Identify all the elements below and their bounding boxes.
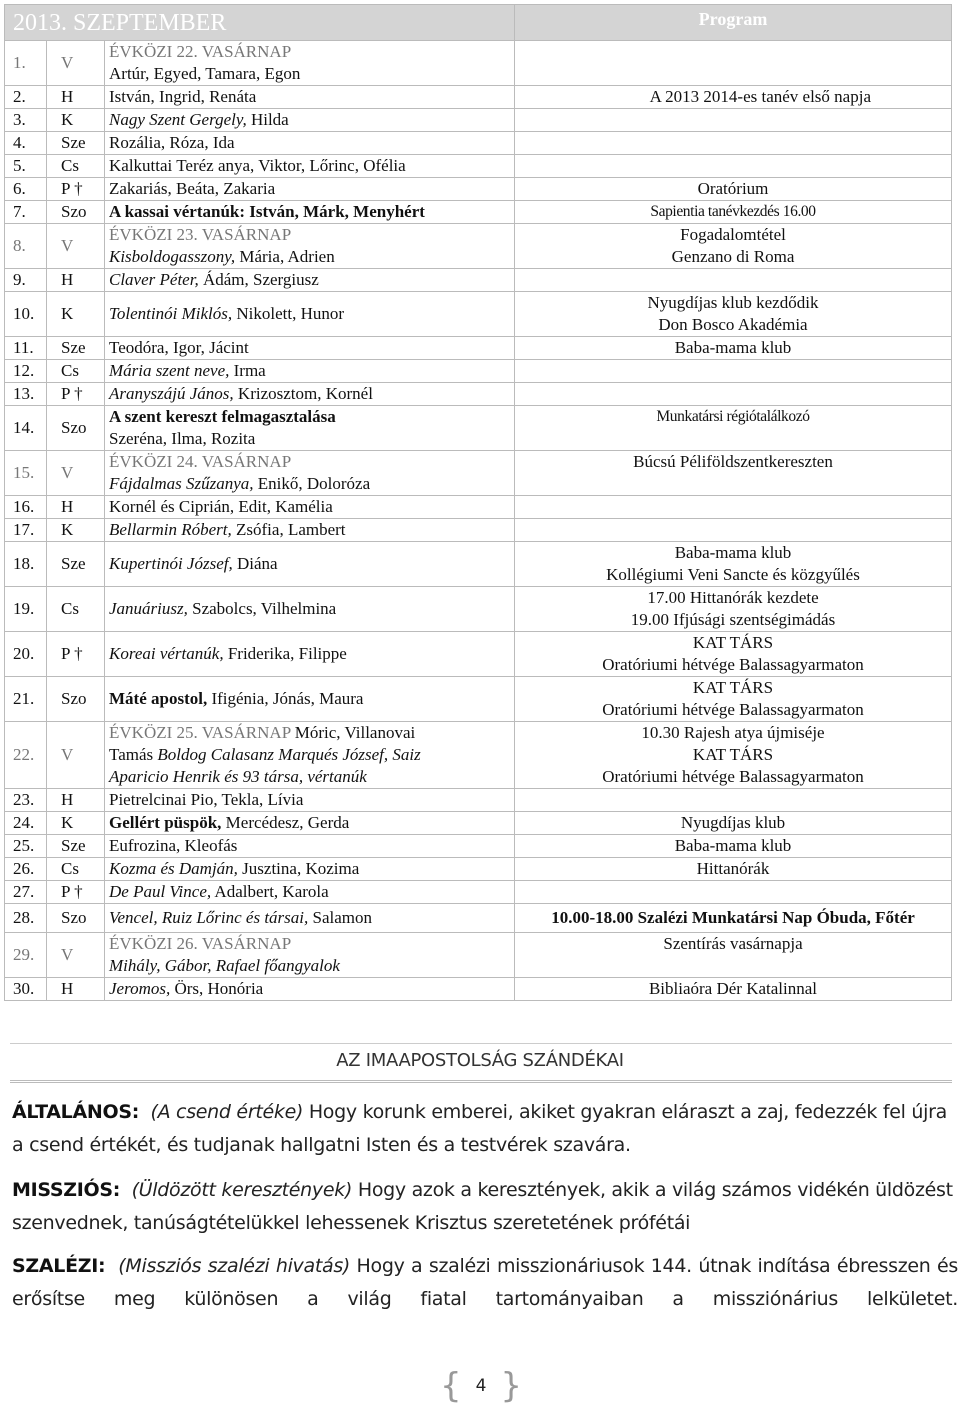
program-cell — [515, 132, 952, 155]
table-row — [5, 677, 952, 722]
program-cell — [515, 292, 952, 337]
program-text: Oratóriumi hétvége Balassagyarmaton — [602, 700, 864, 719]
intention-theme: (A csend értéke) — [150, 1101, 304, 1123]
month-title: 2013. SZEPTEMBER — [5, 5, 515, 41]
weekday: V — [47, 41, 105, 86]
table-row — [5, 632, 952, 677]
feast-name: Fájdalmas Szűzanya, — [109, 474, 254, 493]
page-number-box — [440, 1366, 522, 1406]
program-cell — [515, 155, 952, 178]
saint-names: Jusztina, Kozima — [237, 859, 360, 878]
feast-name: Mihály, Gábor, Rafael főangyalok — [109, 956, 340, 975]
intention-text: Hogy azok a keresztények, akik a világ számos vidékén üldözést szenvednek, tanúságtételükkel lehessenek Krisztus szeretetének prófétái — [12, 1179, 953, 1234]
calendar-header — [5, 5, 952, 41]
program-text: Oratóriumi hétvége Balassagyarmaton — [602, 655, 864, 674]
program-text: Nyugdíjas klub — [680, 813, 786, 832]
feast-name: Gellért püspök, — [109, 813, 222, 832]
weekday: Sze — [47, 132, 105, 155]
program-cell — [515, 360, 952, 383]
program-cell — [515, 109, 952, 132]
program-cell — [515, 201, 952, 224]
name-day-cell — [105, 41, 515, 86]
day-number: 4. — [5, 132, 47, 155]
weekday: H — [47, 978, 105, 1001]
day-number: 26. — [5, 858, 47, 881]
program-cell — [515, 496, 952, 519]
table-row — [5, 269, 952, 292]
program-cell — [515, 406, 952, 451]
name-day-cell — [105, 542, 515, 587]
day-number: 16. — [5, 496, 47, 519]
program-cell — [515, 881, 952, 904]
saint-names: Friderika, Filippe — [223, 644, 347, 663]
day-number: 8. — [5, 224, 47, 269]
feast-name: Jeromos, — [109, 979, 171, 998]
day-number: 28. — [5, 904, 47, 933]
program-cell — [515, 383, 952, 406]
table-row — [5, 542, 952, 587]
day-number: 19. — [5, 587, 47, 632]
program-cell — [515, 722, 952, 789]
program-cell — [515, 519, 952, 542]
program-text: KAT TÁRS — [692, 633, 774, 652]
saint-names: Eufrozina, Kleofás — [109, 836, 238, 855]
table-row — [5, 519, 952, 542]
feast-name: Claver Péter, — [109, 270, 199, 289]
program-cell — [515, 812, 952, 835]
intention-theme: (Üldözött keresztények) — [131, 1179, 353, 1201]
saint-names: Örs, Honória — [170, 979, 264, 998]
day-number: 23. — [5, 789, 47, 812]
intention-theme: (Missziós szalézi hivatás) — [118, 1255, 351, 1277]
saint-names: Tamás — [109, 745, 158, 764]
intention-text: Hogy a szalézi misszionáriusok 144. útnak indítása ébresszen és erősítse meg különösen a világ fiatal tartományaiban a missziónárius lelkületet. — [12, 1255, 958, 1310]
saint-names: Ifigénia, Jónás, Maura — [207, 689, 364, 708]
left-brace-icon: { — [440, 1366, 462, 1406]
page-number: 4 — [475, 1376, 487, 1396]
weekday: Szo — [47, 904, 105, 933]
program-text: Hittanórák — [696, 859, 770, 878]
program-cell — [515, 789, 952, 812]
weekday: K — [47, 109, 105, 132]
sunday-title: ÉVKÖZI 26. VASÁRNAP — [109, 934, 292, 953]
feast-name: Aranyszájú János, — [109, 384, 234, 403]
program-cell — [515, 451, 952, 496]
program-header: Program — [515, 5, 952, 41]
program-text: Nyugdíjas klub kezdődik — [647, 293, 819, 312]
program-cell — [515, 904, 952, 933]
program-cell — [515, 677, 952, 722]
saint-names: Diána — [232, 554, 278, 573]
name-day-cell — [105, 360, 515, 383]
table-row — [5, 109, 952, 132]
intention-salesian — [12, 1250, 958, 1316]
weekday: K — [47, 292, 105, 337]
name-day-cell — [105, 904, 515, 933]
saint-names: Kornél és Ciprián, Edit, Kamélia — [109, 497, 333, 516]
table-row — [5, 360, 952, 383]
table-row — [5, 789, 952, 812]
name-day-cell — [105, 632, 515, 677]
feast-name: Vencel, Ruiz Lőrinc és társai, — [109, 908, 309, 927]
program-text: KAT TÁRS — [692, 745, 774, 764]
saint-names: Adalbert, Karola — [211, 882, 329, 901]
day-number: 15. — [5, 451, 47, 496]
weekday: H — [47, 86, 105, 109]
feast-name: Bellarmin Róbert, — [109, 520, 232, 539]
name-day-cell — [105, 858, 515, 881]
name-day-cell — [105, 933, 515, 978]
weekday: H — [47, 496, 105, 519]
name-day-cell — [105, 383, 515, 406]
name-day-cell — [105, 978, 515, 1001]
saint-names: Rozália, Róza, Ida — [109, 133, 235, 152]
day-number: 17. — [5, 519, 47, 542]
program-cell — [515, 269, 952, 292]
name-day-cell — [105, 224, 515, 269]
table-row — [5, 178, 952, 201]
weekday: V — [47, 933, 105, 978]
calendar-body — [5, 41, 952, 1001]
name-day-cell — [105, 881, 515, 904]
table-row — [5, 86, 952, 109]
saint-names: Pietrelcinai Pio, Tekla, Lívia — [109, 790, 304, 809]
program-text: Genzano di Roma — [671, 247, 795, 266]
feast-name: Aparicio Henrik és 93 társa, vértanúk — [109, 767, 367, 786]
program-text: A 2013 2014-es tanév első napja — [649, 87, 871, 106]
feast-name: Koreai vértanúk, — [109, 644, 224, 663]
program-text: 10.30 Rajesh atya újmiséje — [641, 723, 825, 742]
sunday-title: ÉVKÖZI 25. VASÁRNAP — [109, 723, 291, 742]
weekday: P † — [47, 178, 105, 201]
program-cell — [515, 178, 952, 201]
saint-names: Hilda — [246, 110, 289, 129]
intention-mission — [12, 1174, 958, 1240]
program-cell — [515, 978, 952, 1001]
saint-names: Nikolett, Hunor — [232, 304, 345, 323]
name-day-cell — [105, 587, 515, 632]
name-day-cell — [105, 132, 515, 155]
saint-names: Irma — [229, 361, 266, 380]
table-row — [5, 812, 952, 835]
intentions-title: AZ IMAAPOSTOLSÁG SZÁNDÉKAI — [336, 1050, 624, 1071]
program-text: Baba-mama klub — [674, 338, 792, 357]
day-number: 30. — [5, 978, 47, 1001]
feast-name: Tolentinói Miklós, — [109, 304, 233, 323]
program-cell — [515, 542, 952, 587]
program-text: Oratórium — [697, 179, 769, 198]
saint-names: Krizosztom, Kornél — [233, 384, 373, 403]
day-number: 13. — [5, 383, 47, 406]
day-number: 9. — [5, 269, 47, 292]
program-cell — [515, 835, 952, 858]
day-number: 5. — [5, 155, 47, 178]
table-row — [5, 835, 952, 858]
feast-name: Kozma és Damján, — [109, 859, 238, 878]
weekday: Sze — [47, 542, 105, 587]
table-row — [5, 858, 952, 881]
saint-names: Mercédesz, Gerda — [221, 813, 350, 832]
feast-name: Máté apostol, — [109, 689, 208, 708]
program-text: Baba-mama klub — [674, 836, 792, 855]
saint-names: Ádám, Szergiusz — [198, 270, 319, 289]
day-number: 1. — [5, 41, 47, 86]
table-row — [5, 496, 952, 519]
table-row — [5, 881, 952, 904]
day-number: 20. — [5, 632, 47, 677]
program-cell — [515, 224, 952, 269]
name-day-cell — [105, 178, 515, 201]
day-number: 10. — [5, 292, 47, 337]
saint-names: Salamon — [308, 908, 373, 927]
table-row — [5, 292, 952, 337]
weekday: K — [47, 519, 105, 542]
saint-names: Kalkuttai Teréz anya, Viktor, Lőrinc, Ofélia — [109, 156, 406, 175]
feast-name: De Paul Vince, — [109, 882, 212, 901]
feast-name: A kassai vértanúk: István, Márk, Menyhért — [109, 202, 425, 221]
table-row — [5, 41, 952, 86]
name-day-cell — [105, 519, 515, 542]
sunday-title: ÉVKÖZI 23. VASÁRNAP — [109, 225, 292, 244]
table-row — [5, 383, 952, 406]
program-text: Búcsú Péliföldszentkereszten — [633, 452, 833, 471]
program-text: Sapientia tanévkezdés 16.00 — [650, 203, 816, 220]
weekday: Cs — [47, 587, 105, 632]
program-cell — [515, 587, 952, 632]
table-row — [5, 978, 952, 1001]
program-cell — [515, 86, 952, 109]
day-number: 27. — [5, 881, 47, 904]
feast-name: Januáriusz, — [109, 599, 188, 618]
weekday: Cs — [47, 858, 105, 881]
table-row — [5, 224, 952, 269]
feast-name: Kupertinói József, — [109, 554, 233, 573]
name-day-cell — [105, 406, 515, 451]
program-text: Szentírás vasárnapja — [663, 934, 803, 953]
program-text: KAT TÁRS — [692, 678, 774, 697]
saint-names: Mária, Adrien — [235, 247, 335, 266]
program-cell — [515, 933, 952, 978]
program-cell — [515, 858, 952, 881]
divider — [10, 1043, 952, 1044]
intention-text: Hogy korunk emberei, akiket gyakran eláraszt a zaj, fedezzék fel újra a csend értékét, és tudjanak hallgatni Isten és a testvérek szavára. — [12, 1101, 947, 1156]
table-row — [5, 201, 952, 224]
program-text: Oratóriumi hétvége Balassagyarmaton — [602, 767, 864, 786]
saint-names: István, Ingrid, Renáta — [109, 87, 257, 106]
saint-names: Enikő, Doloróza — [253, 474, 371, 493]
day-number: 24. — [5, 812, 47, 835]
sunday-title: ÉVKÖZI 22. VASÁRNAP — [109, 42, 292, 61]
day-number: 12. — [5, 360, 47, 383]
calendar-table — [4, 4, 952, 1001]
day-number: 22. — [5, 722, 47, 789]
intention-label: MISSZIÓS: — [12, 1179, 121, 1201]
day-number: 18. — [5, 542, 47, 587]
name-day-cell — [105, 835, 515, 858]
name-day-cell — [105, 451, 515, 496]
program-text: Bibliaóra Dér Katalinnal — [648, 979, 818, 998]
weekday: P † — [47, 881, 105, 904]
program-text: 17.00 Hittanórák kezdete — [647, 588, 819, 607]
name-day-cell — [105, 155, 515, 178]
day-number: 11. — [5, 337, 47, 360]
name-day-cell — [105, 677, 515, 722]
day-number: 25. — [5, 835, 47, 858]
intention-label: ÁLTALÁNOS: — [12, 1101, 140, 1123]
table-row — [5, 933, 952, 978]
feast-name: Nagy Szent Gergely, — [109, 110, 247, 129]
right-brace-icon: } — [500, 1366, 522, 1406]
weekday: P † — [47, 632, 105, 677]
weekday: H — [47, 789, 105, 812]
saint-names: Teodóra, Igor, Jácint — [109, 338, 249, 357]
program-text: Don Bosco Akadémia — [658, 315, 808, 334]
day-number: 3. — [5, 109, 47, 132]
intention-general — [12, 1096, 958, 1162]
day-number: 14. — [5, 406, 47, 451]
table-row — [5, 587, 952, 632]
weekday: V — [47, 224, 105, 269]
name-day-cell — [105, 86, 515, 109]
day-number: 29. — [5, 933, 47, 978]
name-day-cell — [105, 292, 515, 337]
weekday: Sze — [47, 337, 105, 360]
name-day-cell — [105, 109, 515, 132]
day-number: 7. — [5, 201, 47, 224]
weekday: H — [47, 269, 105, 292]
weekday: Cs — [47, 155, 105, 178]
name-day-cell — [105, 722, 515, 789]
feast-name: Boldog Calasanz Marqués József, Saiz — [157, 745, 421, 764]
program-text: Kollégiumi Veni Sancte és közgyűlés — [606, 565, 860, 584]
weekday: K — [47, 812, 105, 835]
program-text: Munkatársi régiótalálkozó — [656, 408, 810, 425]
program-cell — [515, 632, 952, 677]
program-text: 10.00-18.00 Szalézi Munkatársi Nap Óbuda, Főtér — [551, 908, 915, 927]
feast-name: Mária szent neve, — [109, 361, 230, 380]
weekday: Szo — [47, 406, 105, 451]
intention-label: SZALÉZI: — [12, 1255, 106, 1277]
feast-name: A szent kereszt felmagasztalása — [109, 407, 336, 426]
name-day-cell — [105, 201, 515, 224]
table-row — [5, 722, 952, 789]
table-row — [5, 904, 952, 933]
table-row — [5, 132, 952, 155]
program-cell — [515, 41, 952, 86]
weekday: Sze — [47, 835, 105, 858]
table-row — [5, 406, 952, 451]
saint-names: Móric, Villanovai — [290, 723, 416, 742]
program-text: Baba-mama klub — [674, 543, 792, 562]
saint-names: Artúr, Egyed, Tamara, Egon — [109, 64, 301, 83]
weekday: V — [47, 722, 105, 789]
name-day-cell — [105, 496, 515, 519]
program-cell — [515, 337, 952, 360]
program-text: Fogadalomtétel — [680, 225, 786, 244]
saint-names: Zakariás, Beáta, Zakaria — [109, 179, 276, 198]
title-underline — [10, 1080, 952, 1083]
weekday: Cs — [47, 360, 105, 383]
name-day-cell — [105, 269, 515, 292]
feast-name: Kisboldogasszony, — [109, 247, 236, 266]
table-row — [5, 451, 952, 496]
day-number: 6. — [5, 178, 47, 201]
saint-names: Zsófia, Lambert — [231, 520, 346, 539]
name-day-cell — [105, 337, 515, 360]
weekday: V — [47, 451, 105, 496]
saint-names: Szabolcs, Vilhelmina — [187, 599, 337, 618]
day-number: 21. — [5, 677, 47, 722]
table-row — [5, 337, 952, 360]
day-number: 2. — [5, 86, 47, 109]
weekday: Szo — [47, 201, 105, 224]
weekday: P † — [47, 383, 105, 406]
saint-names: Szeréna, Ilma, Rozita — [109, 429, 256, 448]
weekday: Szo — [47, 677, 105, 722]
name-day-cell — [105, 812, 515, 835]
sunday-title: ÉVKÖZI 24. VASÁRNAP — [109, 452, 292, 471]
name-day-cell — [105, 789, 515, 812]
table-row — [5, 155, 952, 178]
program-text: 19.00 Ifjúsági szentségimádás — [630, 610, 836, 629]
